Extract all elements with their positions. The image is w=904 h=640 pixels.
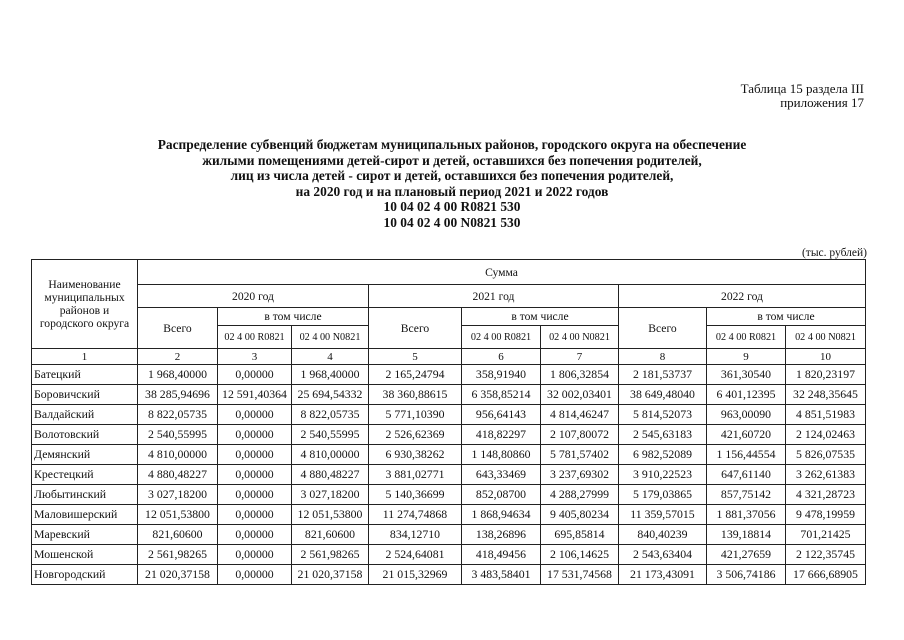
amount-cell: 4 810,00000 <box>138 445 218 465</box>
amount-cell: 0,00000 <box>218 465 292 485</box>
amount-cell: 852,08700 <box>462 485 541 505</box>
amount-cell: 3 881,02771 <box>369 465 462 485</box>
amount-cell: 5 771,10390 <box>369 405 462 425</box>
amount-cell: 1 968,40000 <box>292 365 369 385</box>
amount-cell: 1 868,94634 <box>462 505 541 525</box>
table-row <box>32 525 866 545</box>
amount-cell: 0,00000 <box>218 365 292 385</box>
amount-cell: 32 248,35645 <box>786 385 866 405</box>
header-name-column: Наименование муниципальных районов и городского округа <box>32 260 138 349</box>
header-including-2021: в том числе <box>462 308 619 326</box>
amount-cell: 963,00090 <box>707 405 786 425</box>
amount-cell: 4 810,00000 <box>292 445 369 465</box>
amount-cell: 0,00000 <box>218 405 292 425</box>
column-number: 5 <box>369 349 462 365</box>
column-number: 9 <box>707 349 786 365</box>
amount-cell: 5 140,36699 <box>369 485 462 505</box>
amount-cell: 3 910,22523 <box>619 465 707 485</box>
table-row <box>32 465 866 485</box>
title-code-1: 10 04 02 4 00 R0821 530 <box>383 199 521 214</box>
amount-cell: 840,40239 <box>619 525 707 545</box>
amount-cell: 695,85814 <box>541 525 619 545</box>
amount-cell: 0,00000 <box>218 565 292 585</box>
amount-cell: 3 027,18200 <box>292 485 369 505</box>
table-row <box>32 405 866 425</box>
amount-cell: 8 822,05735 <box>138 405 218 425</box>
amount-cell: 0,00000 <box>218 505 292 525</box>
amount-cell: 0,00000 <box>218 445 292 465</box>
district-name: Батецкий <box>32 365 138 385</box>
amount-cell: 4 880,48227 <box>138 465 218 485</box>
amount-cell: 2 545,63183 <box>619 425 707 445</box>
amount-cell: 4 288,27999 <box>541 485 619 505</box>
table-body <box>32 365 866 585</box>
amount-cell: 418,82297 <box>462 425 541 445</box>
header-including-2020: в том числе <box>218 308 369 326</box>
amount-cell: 138,26896 <box>462 525 541 545</box>
amount-cell: 4 321,28723 <box>786 485 866 505</box>
amount-cell: 6 358,85214 <box>462 385 541 405</box>
table-row <box>32 385 866 405</box>
amount-cell: 3 262,61383 <box>786 465 866 485</box>
amount-cell: 418,49456 <box>462 545 541 565</box>
amount-cell: 21 020,37158 <box>138 565 218 585</box>
units-label: (тыс. рублей) <box>801 247 867 259</box>
column-number: 10 <box>786 349 866 365</box>
document-title <box>0 137 904 230</box>
header-code-n-2021: 02 4 00 N0821 <box>541 326 619 349</box>
amount-cell: 701,21425 <box>786 525 866 545</box>
amount-cell: 38 649,48040 <box>619 385 707 405</box>
amount-cell: 4 814,46247 <box>541 405 619 425</box>
header-code-n-2020: 02 4 00 N0821 <box>292 326 369 349</box>
amount-cell: 1 881,37056 <box>707 505 786 525</box>
header-code-r-2022: 02 4 00 R0821 <box>707 326 786 349</box>
amount-cell: 2 165,24794 <box>369 365 462 385</box>
amount-cell: 3 027,18200 <box>138 485 218 505</box>
amount-cell: 4 880,48227 <box>292 465 369 485</box>
amount-cell: 1 806,32854 <box>541 365 619 385</box>
district-name: Крестецкий <box>32 465 138 485</box>
amount-cell: 1 156,44554 <box>707 445 786 465</box>
header-code-r-2021: 02 4 00 R0821 <box>462 326 541 349</box>
amount-cell: 4 851,51983 <box>786 405 866 425</box>
header-year-2020: 2020 год <box>138 285 369 308</box>
column-number: 4 <box>292 349 369 365</box>
header-code-n-2022: 02 4 00 N0821 <box>786 326 866 349</box>
header-year-2022: 2022 год <box>619 285 866 308</box>
amount-cell: 2 561,98265 <box>292 545 369 565</box>
amount-cell: 2 543,63404 <box>619 545 707 565</box>
reference-line-1: Таблица 15 раздела III <box>740 81 864 96</box>
header-total-2020: Всего <box>138 308 218 349</box>
amount-cell: 2 524,64081 <box>369 545 462 565</box>
amount-cell: 9 478,19959 <box>786 505 866 525</box>
amount-cell: 821,60600 <box>292 525 369 545</box>
district-name: Мошенской <box>32 545 138 565</box>
amount-cell: 12 051,53800 <box>138 505 218 525</box>
header-year-2021: 2021 год <box>369 285 619 308</box>
amount-cell: 647,61140 <box>707 465 786 485</box>
amount-cell: 0,00000 <box>218 425 292 445</box>
amount-cell: 21 173,43091 <box>619 565 707 585</box>
amount-cell: 643,33469 <box>462 465 541 485</box>
header-sum: Сумма <box>138 260 866 285</box>
amount-cell: 6 982,52089 <box>619 445 707 465</box>
amount-cell: 2 122,35745 <box>786 545 866 565</box>
amount-cell: 956,64143 <box>462 405 541 425</box>
amount-cell: 1 820,23197 <box>786 365 866 385</box>
table-row <box>32 545 866 565</box>
column-number-row <box>32 349 866 365</box>
table-row <box>32 365 866 385</box>
amount-cell: 2 107,80072 <box>541 425 619 445</box>
header-total-2022: Всего <box>619 308 707 349</box>
amount-cell: 358,91940 <box>462 365 541 385</box>
district-name: Новгородский <box>32 565 138 585</box>
amount-cell: 2 106,14625 <box>541 545 619 565</box>
column-number: 1 <box>32 349 138 365</box>
amount-cell: 5 179,03865 <box>619 485 707 505</box>
amount-cell: 2 526,62369 <box>369 425 462 445</box>
amount-cell: 834,12710 <box>369 525 462 545</box>
amount-cell: 17 666,68905 <box>786 565 866 585</box>
amount-cell: 0,00000 <box>218 545 292 565</box>
amount-cell: 361,30540 <box>707 365 786 385</box>
title-line-1: Распределение субвенций бюджетам муниципальных районов, городского округа на обеспечение <box>157 137 747 152</box>
amount-cell: 3 506,74186 <box>707 565 786 585</box>
amount-cell: 12 051,53800 <box>292 505 369 525</box>
table-row <box>32 505 866 525</box>
amount-cell: 139,18814 <box>707 525 786 545</box>
subvention-table <box>31 259 866 585</box>
amount-cell: 11 359,57015 <box>619 505 707 525</box>
amount-cell: 5 781,57402 <box>541 445 619 465</box>
amount-cell: 421,60720 <box>707 425 786 445</box>
column-number: 6 <box>462 349 541 365</box>
amount-cell: 38 360,88615 <box>369 385 462 405</box>
district-name: Любытинский <box>32 485 138 505</box>
amount-cell: 32 002,03401 <box>541 385 619 405</box>
amount-cell: 6 401,12395 <box>707 385 786 405</box>
district-name: Демянский <box>32 445 138 465</box>
amount-cell: 25 694,54332 <box>292 385 369 405</box>
district-name: Валдайский <box>32 405 138 425</box>
header-including-2022: в том числе <box>707 308 866 326</box>
amount-cell: 0,00000 <box>218 525 292 545</box>
header-code-r-2020: 02 4 00 R0821 <box>218 326 292 349</box>
district-name: Маревский <box>32 525 138 545</box>
amount-cell: 1 968,40000 <box>138 365 218 385</box>
title-code-2: 10 04 02 4 00 N0821 530 <box>383 214 521 230</box>
amount-cell: 5 814,52073 <box>619 405 707 425</box>
amount-cell: 2 181,53737 <box>619 365 707 385</box>
title-line-4: на 2020 год и на плановый период 2021 и 2022 годов <box>295 183 609 199</box>
amount-cell: 11 274,74868 <box>369 505 462 525</box>
column-number: 8 <box>619 349 707 365</box>
amount-cell: 5 826,07535 <box>786 445 866 465</box>
amount-cell: 821,60600 <box>138 525 218 545</box>
table-row <box>32 565 866 585</box>
column-number: 3 <box>218 349 292 365</box>
reference-line-2: приложения 17 <box>780 95 864 110</box>
table-reference <box>741 82 864 110</box>
amount-cell: 857,75142 <box>707 485 786 505</box>
table-row <box>32 445 866 465</box>
amount-cell: 21 020,37158 <box>292 565 369 585</box>
amount-cell: 17 531,74568 <box>541 565 619 585</box>
district-name: Маловишерский <box>32 505 138 525</box>
amount-cell: 3 237,69302 <box>541 465 619 485</box>
amount-cell: 21 015,32969 <box>369 565 462 585</box>
header-total-2021: Всего <box>369 308 462 349</box>
table-row <box>32 425 866 445</box>
district-name: Боровичский <box>32 385 138 405</box>
title-line-3: лиц из числа детей - сирот и детей, оставшихся без попечения родителей, <box>230 168 674 183</box>
title-line-2: жилыми помещениями детей-сирот и детей, оставшихся без попечения родителей, <box>202 152 702 168</box>
amount-cell: 2 540,55995 <box>138 425 218 445</box>
amount-cell: 1 148,80860 <box>462 445 541 465</box>
amount-cell: 6 930,38262 <box>369 445 462 465</box>
amount-cell: 8 822,05735 <box>292 405 369 425</box>
district-name: Волотовский <box>32 425 138 445</box>
amount-cell: 3 483,58401 <box>462 565 541 585</box>
amount-cell: 38 285,94696 <box>138 385 218 405</box>
table-row <box>32 485 866 505</box>
amount-cell: 2 561,98265 <box>138 545 218 565</box>
amount-cell: 2 540,55995 <box>292 425 369 445</box>
amount-cell: 12 591,40364 <box>218 385 292 405</box>
amount-cell: 2 124,02463 <box>786 425 866 445</box>
amount-cell: 421,27659 <box>707 545 786 565</box>
amount-cell: 9 405,80234 <box>541 505 619 525</box>
column-number: 2 <box>138 349 218 365</box>
amount-cell: 0,00000 <box>218 485 292 505</box>
column-number: 7 <box>541 349 619 365</box>
